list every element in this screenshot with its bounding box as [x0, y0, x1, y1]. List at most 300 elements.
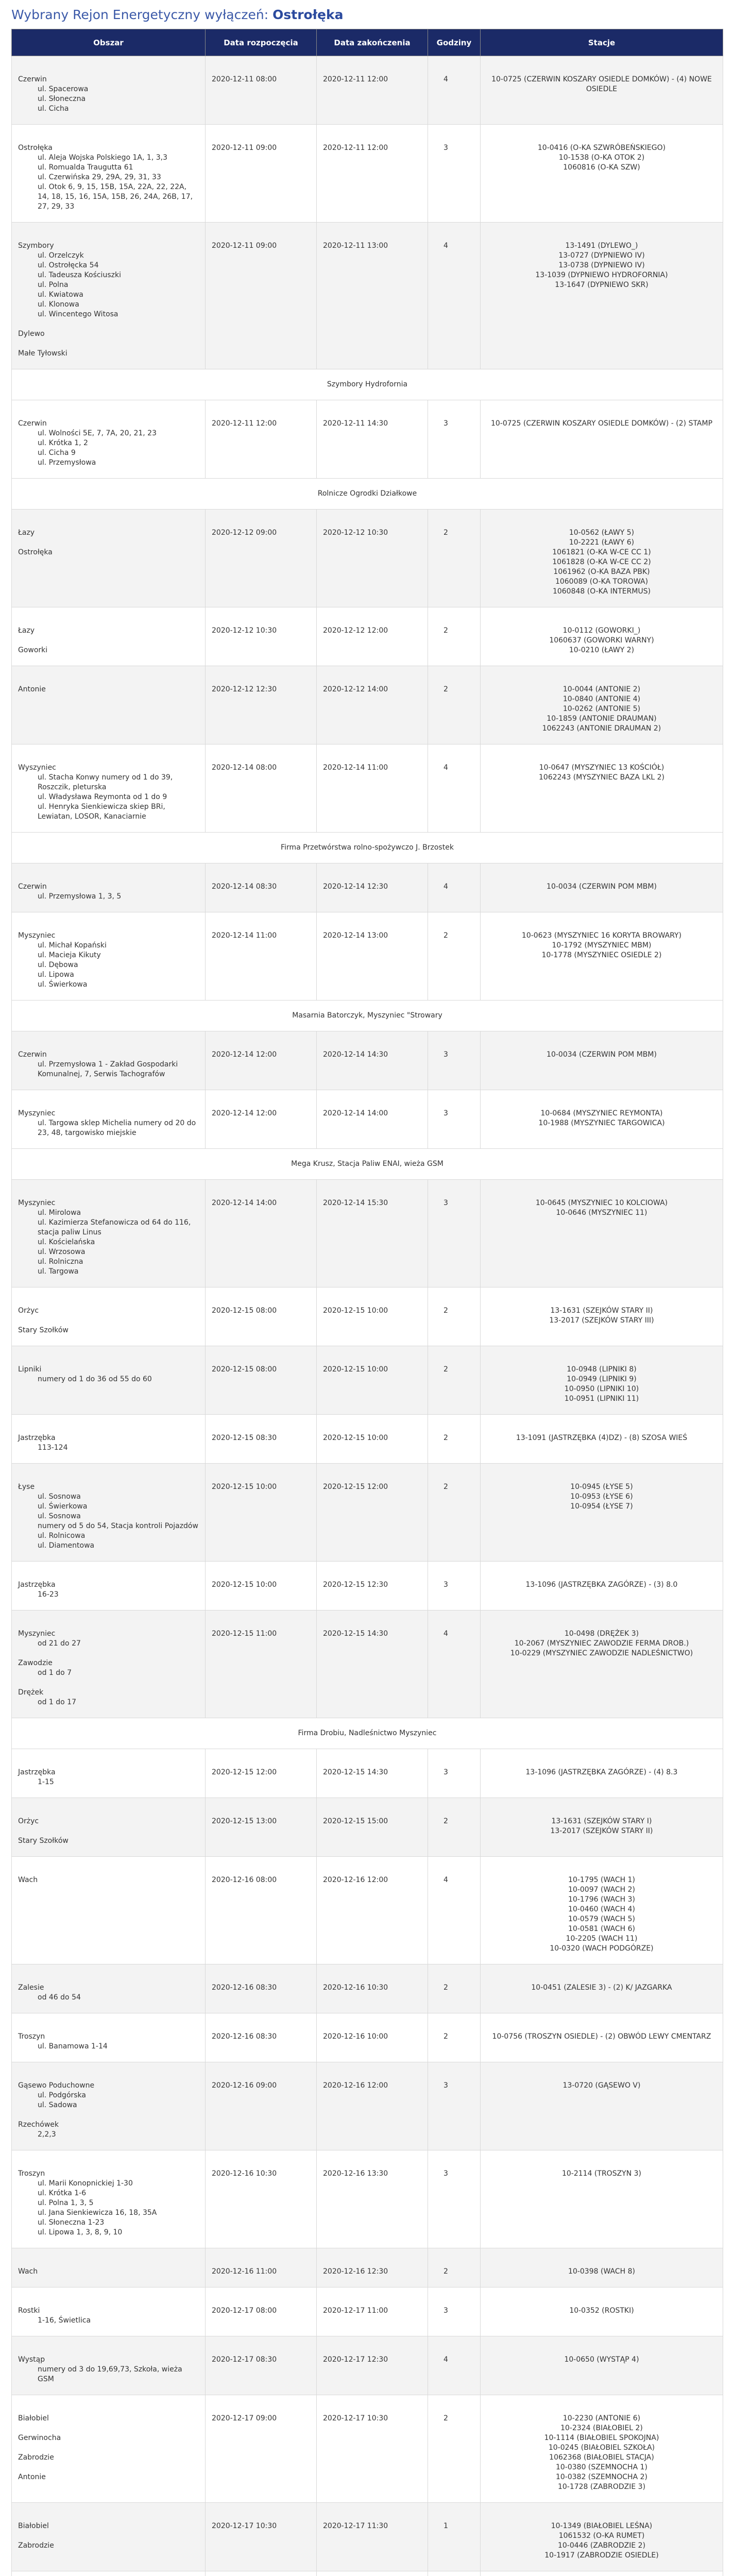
table-row — [12, 1611, 723, 1718]
start-date-cell: 2020-12-16 09:00 — [206, 2062, 317, 2150]
area-street: ul. Targowa sklep Michelia numery od 20 do 23, 48, targowisko miejskie — [38, 1119, 196, 1137]
start-date-cell: 2020-12-12 09:00 — [206, 510, 317, 607]
area-street: ul. Kościelańska — [38, 1238, 95, 1246]
area-cell — [12, 1346, 206, 1415]
station-entry: 10-0581 (WACH 6) — [568, 1925, 635, 1933]
area-street: ul. Władysława Reymonta od 1 do 9 — [38, 793, 167, 801]
stations-cell — [481, 2395, 723, 2503]
hours-cell: 2 — [428, 1346, 481, 1415]
station-entry: 10-1917 (ZABRODZIE OSIEDLE) — [544, 2551, 659, 2560]
end-date-cell: 2020-12-14 15:30 — [317, 1180, 428, 1287]
stations-cell — [481, 125, 723, 223]
start-date-cell: 2020-12-12 12:30 — [206, 666, 317, 744]
station-entry: 1060089 (O-KA TOROWA) — [555, 578, 648, 586]
station-entry: 1061532 (O-KA RUMET) — [558, 2532, 645, 2540]
hours-cell: 3 — [428, 1031, 481, 1090]
column-header-hours[interactable]: Godziny — [428, 29, 481, 56]
table-row — [12, 2150, 723, 2248]
area-locality: Zawodzie — [18, 1659, 53, 1667]
end-date-cell: 2020-12-17 12:30 — [317, 2336, 428, 2395]
hours-cell: 3 — [428, 1180, 481, 1287]
station-entry: 10-0498 (DRĘŻEK 3) — [564, 1630, 639, 1638]
area-street: ul. Krótka 1, 2 — [38, 439, 88, 447]
start-date-cell: 2020-12-17 08:30 — [206, 2336, 317, 2395]
station-entry: 10-2324 (BIAŁOBIEL 2) — [560, 2424, 643, 2432]
hours-cell: 2 — [428, 2248, 481, 2287]
station-entry: 13-1491 (DYLEWO_) — [565, 242, 638, 250]
station-entry: 10-1349 (BIAŁOBIEL LEŚNA) — [551, 2522, 653, 2530]
station-entry: 10-0647 (MYSZYNIEC 13 KOŚCIÓŁ) — [539, 764, 664, 772]
area-cell — [12, 666, 206, 744]
stations-cell — [481, 1749, 723, 1798]
end-date-cell: 2020-12-12 14:00 — [317, 666, 428, 744]
end-date-cell: 2020-12-15 15:00 — [317, 1798, 428, 1857]
area-cell — [12, 2013, 206, 2062]
section-row — [12, 479, 723, 510]
stations-cell — [481, 2062, 723, 2150]
area-spacer — [18, 538, 199, 548]
station-entry: 10-0684 (MYSZYNIEC REYMONTA) — [540, 1109, 663, 1117]
start-date-cell: 2020-12-16 08:30 — [206, 2013, 317, 2062]
start-date-cell: 2020-12-11 08:00 — [206, 56, 317, 125]
area-street: ul. Cicha 9 — [38, 449, 76, 457]
station-entry: 10-0954 (ŁYSE 7) — [570, 1502, 633, 1511]
area-cell — [12, 125, 206, 223]
area-locality: Orżyc — [18, 1817, 39, 1825]
page-title-prefix: Wybrany Rejon Energetyczny wyłączeń: — [11, 7, 269, 22]
station-entry: 10-1859 (ANTONIE DRAUMAN) — [547, 715, 657, 723]
area-street: 16-23 — [38, 1590, 59, 1599]
end-date-cell: 2020-12-15 14:30 — [317, 1611, 428, 1718]
station-entry: 10-0320 (WACH PODGÓRZE) — [550, 1944, 654, 1953]
area-spacer — [18, 1826, 199, 1836]
area-cell — [12, 1287, 206, 1346]
area-cell — [12, 2503, 206, 2571]
area-street: ul. Rolnicowa — [38, 1532, 86, 1540]
section-title: Szymbory Hydrofornia — [12, 369, 723, 400]
stations-cell — [481, 1611, 723, 1718]
hours-cell: 4 — [428, 1611, 481, 1718]
area-locality: Białobiel — [18, 2414, 49, 2422]
table-row — [12, 2395, 723, 2503]
hours-cell: 4 — [428, 863, 481, 912]
table-row — [12, 1180, 723, 1287]
area-spacer — [18, 339, 199, 349]
end-date-cell: 2020-12-15 12:30 — [317, 1562, 428, 1611]
area-street: ul. Przemysłowa — [38, 459, 96, 467]
area-locality: Wach — [18, 1876, 38, 1884]
station-entry: 10-1792 (MYSZYNIEC MBM) — [552, 941, 652, 950]
area-street: ul. Kwiatowa — [38, 291, 83, 299]
start-date-cell: 2020-12-17 10:30 — [206, 2503, 317, 2571]
stations-cell — [481, 2336, 723, 2395]
area-cell — [12, 1749, 206, 1798]
column-header-stations[interactable]: Stacje — [481, 29, 723, 56]
section-row — [12, 1001, 723, 1031]
area-street: 1-16, Świetlica — [38, 2316, 91, 2325]
station-entry: 10-0451 (ZALESIE 3) - (2) K/ JAZGARKA — [531, 1984, 672, 1992]
stations-cell — [481, 1031, 723, 1090]
start-date-cell: 2020-12-16 11:00 — [206, 2248, 317, 2287]
station-entry: 10-0034 (CZERWIN POM MBM) — [547, 883, 657, 891]
area-locality: Zabrodzie — [18, 2453, 54, 2462]
stations-cell — [481, 2287, 723, 2336]
area-street: ul. Podgórska — [38, 2091, 87, 2099]
area-cell — [12, 1464, 206, 1562]
area-cell — [12, 1562, 206, 1611]
area-locality: Stary Szołków — [18, 1837, 69, 1845]
station-entry: 1061828 (O-KA W-CE CC 2) — [552, 558, 651, 566]
table-row — [12, 1415, 723, 1464]
page-title — [11, 0, 723, 29]
station-entry: 13-1647 (DYPNIEWO SKR) — [555, 281, 648, 289]
table-row — [12, 400, 723, 479]
area-locality: Wystąp — [18, 2355, 45, 2364]
start-date-cell: 2020-12-16 10:30 — [206, 2150, 317, 2248]
area-street: ul. Spacerowa — [38, 85, 89, 93]
start-date-cell: 2020-12-15 10:00 — [206, 1464, 317, 1562]
station-entry: 10-0646 (MYSZYNIEC 11) — [556, 1209, 647, 1217]
area-locality: Szymbory — [18, 242, 54, 250]
station-entry: 10-1988 (MYSZYNIEC TARGOWICA) — [538, 1119, 665, 1127]
hours-cell: 1 — [428, 2503, 481, 2571]
table-row — [12, 2503, 723, 2571]
table-row — [12, 912, 723, 1001]
area-street: ul. Kazimierza Stefanowicza od 64 do 116, stacja paliw Linus — [38, 1218, 191, 1236]
area-cell — [12, 912, 206, 1001]
station-entry: 13-0727 (DYPNIEWO IV) — [558, 251, 645, 260]
station-entry: 10-0097 (WACH 2) — [568, 1886, 635, 1894]
area-cell — [12, 863, 206, 912]
station-entry: 1060637 (GOWORKI WARNY) — [549, 636, 654, 645]
area-street: ul. Jana Sienkiewicza 16, 18, 35A — [38, 2209, 157, 2217]
station-entry: 10-0562 (ŁAWY 5) — [569, 529, 635, 537]
area-cell — [12, 2571, 206, 2576]
stations-cell — [481, 1346, 723, 1415]
area-street: ul. Otok 6, 9, 15, 15B, 15A, 22A, 22, 22A, 14, 18, 15, 16, 15A, 15B, 26, 24A, 26B, 17, 27, 29, 33 — [38, 183, 193, 211]
start-date-cell: 2020-12-17 09:00 — [206, 2395, 317, 2503]
station-entry: 10-2067 (MYSZYNIEC ZAWODZIE FERMA DROB.) — [514, 1639, 689, 1648]
table-row — [12, 863, 723, 912]
stations-cell — [481, 1090, 723, 1149]
hours-cell: 2 — [428, 510, 481, 607]
area-locality: Myszyniec — [18, 931, 56, 940]
area-street: ul. Sadowa — [38, 2101, 77, 2109]
station-entry: 13-0720 (GĄSEWO V) — [562, 2081, 641, 2090]
area-spacer — [18, 2424, 199, 2433]
area-locality: Ostrołęka — [18, 144, 53, 152]
area-locality: Białobiel — [18, 2522, 49, 2530]
station-entry: 1061962 (O-KA BAZA PBK) — [553, 568, 650, 576]
end-date-cell: 2020-12-12 12:00 — [317, 607, 428, 666]
area-street: ul. Mirolowa — [38, 1209, 81, 1217]
station-entry: 10-0380 (SZEMNOCHA 1) — [555, 2463, 647, 2471]
stations-cell — [481, 2571, 723, 2576]
area-street: ul. Świerkowa — [38, 980, 88, 989]
hours-cell: 4 — [428, 2336, 481, 2395]
area-cell — [12, 607, 206, 666]
station-entry: 10-0948 (LIPNIKI 8) — [567, 1365, 637, 1374]
station-entry: 10-1795 (WACH 1) — [568, 1876, 635, 1884]
start-date-cell: 2020-12-14 08:30 — [206, 863, 317, 912]
end-date-cell: 2020-12-12 10:30 — [317, 510, 428, 607]
station-entry: 13-1091 (JASTRZĘBKA (4)DZ) - (8) SZOSA WIEŚ — [516, 1434, 688, 1442]
area-spacer — [18, 319, 199, 329]
table-row — [12, 666, 723, 744]
hours-cell: 4 — [428, 223, 481, 369]
station-entry: 10-0756 (TROSZYN OSIEDLE) - (2) OBWÓD LEWY CMENTARZ — [492, 2032, 711, 2041]
table-row — [12, 125, 723, 223]
hours-cell: 3 — [428, 2287, 481, 2336]
area-street: ul. Słoneczna 1-23 — [38, 2218, 105, 2227]
station-entry: 13-1631 (SZEJKÓW STARY I) — [551, 1817, 652, 1825]
area-locality: Zalesie — [18, 1984, 44, 1992]
area-locality: Wach — [18, 2267, 38, 2276]
start-date-cell: 2020-12-12 10:30 — [206, 607, 317, 666]
end-date-cell: 2020-12-17 11:00 — [317, 2287, 428, 2336]
start-date-cell — [206, 2571, 317, 2576]
area-locality: Rzechówek — [18, 2121, 59, 2129]
stations-cell — [481, 863, 723, 912]
end-date-cell: 2020-12-16 12:00 — [317, 1857, 428, 1964]
stations-cell — [481, 912, 723, 1001]
table-row — [12, 2013, 723, 2062]
area-street: ul. Stacha Konwy numery od 1 do 39, Roszczik, pleturska — [38, 773, 173, 791]
station-entry: 10-1778 (MYSZYNIEC OSIEDLE 2) — [541, 951, 662, 959]
area-locality: Łazy — [18, 626, 35, 635]
stations-cell — [481, 666, 723, 744]
area-street: ul. Wolności 5E, 7, 7A, 20, 21, 23 — [38, 429, 157, 437]
area-street: ul. Polna — [38, 281, 69, 289]
table-row — [12, 2287, 723, 2336]
start-date-cell: 2020-12-16 08:00 — [206, 1857, 317, 1964]
area-street: ul. Rolniczna — [38, 1258, 83, 1266]
area-street: ul. Świerkowa — [38, 1502, 88, 1511]
station-entry: 10-0650 (WYSTĄP 4) — [564, 2355, 639, 2364]
hours-cell: 2 — [428, 1415, 481, 1464]
area-street: ul. Sosnowa — [38, 1493, 81, 1501]
station-entry: 10-0949 (LIPNIKI 9) — [567, 1375, 637, 1383]
table-row — [12, 1964, 723, 2013]
area-cell — [12, 1611, 206, 1718]
start-date-cell: 2020-12-16 08:30 — [206, 1964, 317, 2013]
area-locality: Myszyniec — [18, 1199, 56, 1207]
station-entry: 10-2114 (TROSZYN 3) — [561, 2170, 642, 2178]
hours-cell: 2 — [428, 1798, 481, 1857]
hours-cell: 4 — [428, 56, 481, 125]
hours-cell: 3 — [428, 2150, 481, 2248]
station-entry: 13-1096 (JASTRZĘBKA ZAGÓRZE) - (4) 8.3 — [525, 1768, 678, 1776]
start-date-cell: 2020-12-14 14:00 — [206, 1180, 317, 1287]
area-locality: Małe Tyłowski — [18, 349, 67, 358]
station-entry: 10-0034 (CZERWIN POM MBM) — [547, 1050, 657, 1059]
area-street: numery od 1 do 36 od 55 do 60 — [38, 1375, 152, 1383]
stations-cell — [481, 510, 723, 607]
area-street: ul. Słoneczna — [38, 95, 86, 103]
table-row — [12, 1090, 723, 1149]
hours-cell: 2 — [428, 607, 481, 666]
area-street: od 21 do 27 — [38, 1639, 81, 1648]
end-date-cell: 2020-12-14 14:00 — [317, 1090, 428, 1149]
area-street: ul. Romualda Traugutta 61 — [38, 163, 133, 172]
station-entry: 1060816 (O-KA SZW) — [563, 163, 640, 172]
column-header-start[interactable]: Data rozpoczęcia — [206, 29, 317, 56]
end-date-cell: 2020-12-16 13:30 — [317, 2150, 428, 2248]
area-street: numery od 3 do 19,69,73, Szkoła, wieża GSM — [38, 2365, 182, 2383]
end-date-cell: 2020-12-14 13:00 — [317, 912, 428, 1001]
stations-cell — [481, 1287, 723, 1346]
table-row — [12, 744, 723, 833]
area-cell — [12, 1964, 206, 2013]
station-entry: 10-0416 (O-KA SZWRÓBEŃSKIEGO) — [537, 144, 666, 152]
area-street: ul. Wincentego Witosa — [38, 310, 118, 318]
area-street: ul. Diamentowa — [38, 1541, 95, 1550]
section-row — [12, 1718, 723, 1749]
area-street: ul. Targowa — [38, 1267, 79, 1276]
area-cell — [12, 1798, 206, 1857]
area-locality: Lipniki — [18, 1365, 42, 1374]
hours-cell: 3 — [428, 1562, 481, 1611]
area-locality: Goworki — [18, 646, 48, 654]
table-row — [12, 2248, 723, 2287]
region-name: Ostrołęka — [272, 7, 344, 22]
column-header-end[interactable]: Data zakończenia — [317, 29, 428, 56]
hours-cell: 2 — [428, 666, 481, 744]
area-cell — [12, 2150, 206, 2248]
start-date-cell: 2020-12-15 13:00 — [206, 1798, 317, 1857]
table-row — [12, 1798, 723, 1857]
stations-cell — [481, 1964, 723, 2013]
table-row — [12, 56, 723, 125]
area-street: numery od 5 do 54, Stacja kontroli Pojazdów — [38, 1522, 198, 1530]
station-entry: 10-0446 (ZABRODZIE 2) — [557, 2541, 646, 2550]
table-row — [12, 1857, 723, 1964]
station-entry: 10-1114 (BIAŁOBIEL SPOKOJNA) — [544, 2434, 659, 2442]
hours-cell: 3 — [428, 2062, 481, 2150]
area-locality: Ostrołęka — [18, 548, 53, 556]
area-street: ul. Polna 1, 3, 5 — [38, 2199, 94, 2207]
hours-cell: 4 — [428, 1857, 481, 1964]
station-entry: 10-0951 (LIPNIKI 11) — [564, 1395, 639, 1403]
station-entry: 10-0460 (WACH 4) — [568, 1905, 635, 1913]
column-header-area[interactable]: Obszar — [12, 29, 206, 56]
stations-cell — [481, 1464, 723, 1562]
area-spacer — [18, 2531, 199, 2541]
hours-cell: 4 — [428, 744, 481, 833]
station-entry: 1062368 (BIAŁOBIEL STACJA) — [549, 2453, 654, 2462]
area-spacer — [18, 636, 199, 646]
area-street: ul. Ostrołęcka 54 — [38, 261, 99, 269]
start-date-cell: 2020-12-15 08:00 — [206, 1287, 317, 1346]
area-street: ul. Aleja Wojska Polskiego 1A, 1, 3,3 — [38, 154, 167, 162]
hours-cell: 2 — [428, 1964, 481, 2013]
area-cell — [12, 2287, 206, 2336]
stations-cell — [481, 1562, 723, 1611]
station-entry: 10-1796 (WACH 3) — [568, 1895, 635, 1904]
area-street: ul. Lipowa — [38, 971, 74, 979]
area-cell — [12, 744, 206, 833]
station-entry: 10-0725 (CZERWIN KOSZARY OSIEDLE DOMKÓW) - (4) NOWE OSIEDLE — [491, 75, 712, 93]
area-street: od 1 do 7 — [38, 1669, 72, 1677]
section-title: Firma Przetwórstwa rolno-spożywczo J. Brzostek — [12, 833, 723, 863]
end-date-cell: 2020-12-14 12:30 — [317, 863, 428, 912]
section-title: Masarnia Batorczyk, Myszyniec "Strowary — [12, 1001, 723, 1031]
section-title: Mega Krusz, Stacja Paliw ENAI, wieża GSM — [12, 1149, 723, 1180]
start-date-cell: 2020-12-14 08:00 — [206, 744, 317, 833]
station-entry: 13-0738 (DYPNIEWO IV) — [558, 261, 645, 269]
end-date-cell: 2020-12-15 12:00 — [317, 1464, 428, 1562]
area-street: ul. Sosnowa — [38, 1512, 81, 1520]
station-entry: 10-0112 (GOWORKI_) — [562, 626, 641, 635]
area-cell — [12, 2336, 206, 2395]
station-entry: 10-0623 (MYSZYNIEC 16 KORYTA BROWARY) — [521, 931, 682, 940]
station-entry: 10-0262 (ANTONIE 5) — [562, 705, 641, 713]
end-date-cell: 2020-12-11 12:00 — [317, 56, 428, 125]
area-street: 2,2,3 — [38, 2130, 56, 2139]
area-spacer — [18, 1649, 199, 1658]
header-row — [12, 29, 723, 56]
area-cell — [12, 223, 206, 369]
stations-cell — [481, 1798, 723, 1857]
table-body — [12, 56, 723, 2576]
area-street: ul. Marii Konopnickiej 1-30 — [38, 2179, 133, 2188]
area-locality: Łazy — [18, 529, 35, 537]
stations-cell — [481, 1857, 723, 1964]
area-spacer — [18, 1678, 199, 1688]
table-row — [12, 2571, 723, 2576]
area-street: ul. Dębowa — [38, 961, 78, 969]
area-street: ul. Henryka Sienkiewicza skiep BRi, Lewiatan, LOSOR, Kanaciarnie — [38, 803, 165, 821]
section-row — [12, 369, 723, 400]
area-spacer — [18, 2443, 199, 2453]
area-locality: Dylewo — [18, 330, 45, 338]
area-locality: Łyse — [18, 1483, 35, 1491]
area-street: ul. Klonowa — [38, 300, 79, 309]
area-street: 1-15 — [38, 1778, 54, 1786]
area-locality: Antonie — [18, 685, 46, 693]
area-locality: Troszyn — [18, 2032, 45, 2041]
start-date-cell: 2020-12-15 08:30 — [206, 1415, 317, 1464]
start-date-cell: 2020-12-14 11:00 — [206, 912, 317, 1001]
hours-cell: 3 — [428, 1749, 481, 1798]
end-date-cell: 2020-12-11 12:00 — [317, 125, 428, 223]
area-street: od 46 do 54 — [38, 1993, 81, 2002]
area-street: ul. Banamowa 1-14 — [38, 2042, 108, 2050]
start-date-cell: 2020-12-17 08:00 — [206, 2287, 317, 2336]
station-entry: 13-1096 (JASTRZĘBKA ZAGÓRZE) - (3) 8.0 — [525, 1581, 678, 1589]
station-entry: 13-2017 (SZEJKÓW STARY II) — [550, 1827, 653, 1835]
end-date-cell: 2020-12-15 10:00 — [317, 1287, 428, 1346]
area-street: ul. Michał Kopański — [38, 941, 107, 950]
station-entry: 10-0950 (LIPNIKI 10) — [564, 1385, 639, 1393]
area-street: ul. Przemysłowa 1 - Zakład Gospodarki Komunalnej, 7, Serwis Tachografów — [38, 1060, 178, 1078]
area-locality: Orżyc — [18, 1307, 39, 1315]
table-row — [12, 1031, 723, 1090]
area-street: 113-124 — [38, 1444, 68, 1452]
area-cell — [12, 2395, 206, 2503]
stations-cell — [481, 2150, 723, 2248]
stations-cell — [481, 607, 723, 666]
table-row — [12, 510, 723, 607]
area-locality: Wyszyniec — [18, 764, 56, 772]
section-title: Rolnicze Ogrodki Działkowe — [12, 479, 723, 510]
end-date-cell: 2020-12-16 10:00 — [317, 2013, 428, 2062]
station-entry: 10-0953 (ŁYSE 6) — [570, 1493, 633, 1501]
station-entry: 1061821 (O-KA W-CE CC 1) — [552, 548, 651, 556]
station-entry: 10-0044 (ANTONIE 2) — [562, 685, 641, 693]
area-locality: Jastrzębka — [18, 1768, 56, 1776]
table-row — [12, 1346, 723, 1415]
